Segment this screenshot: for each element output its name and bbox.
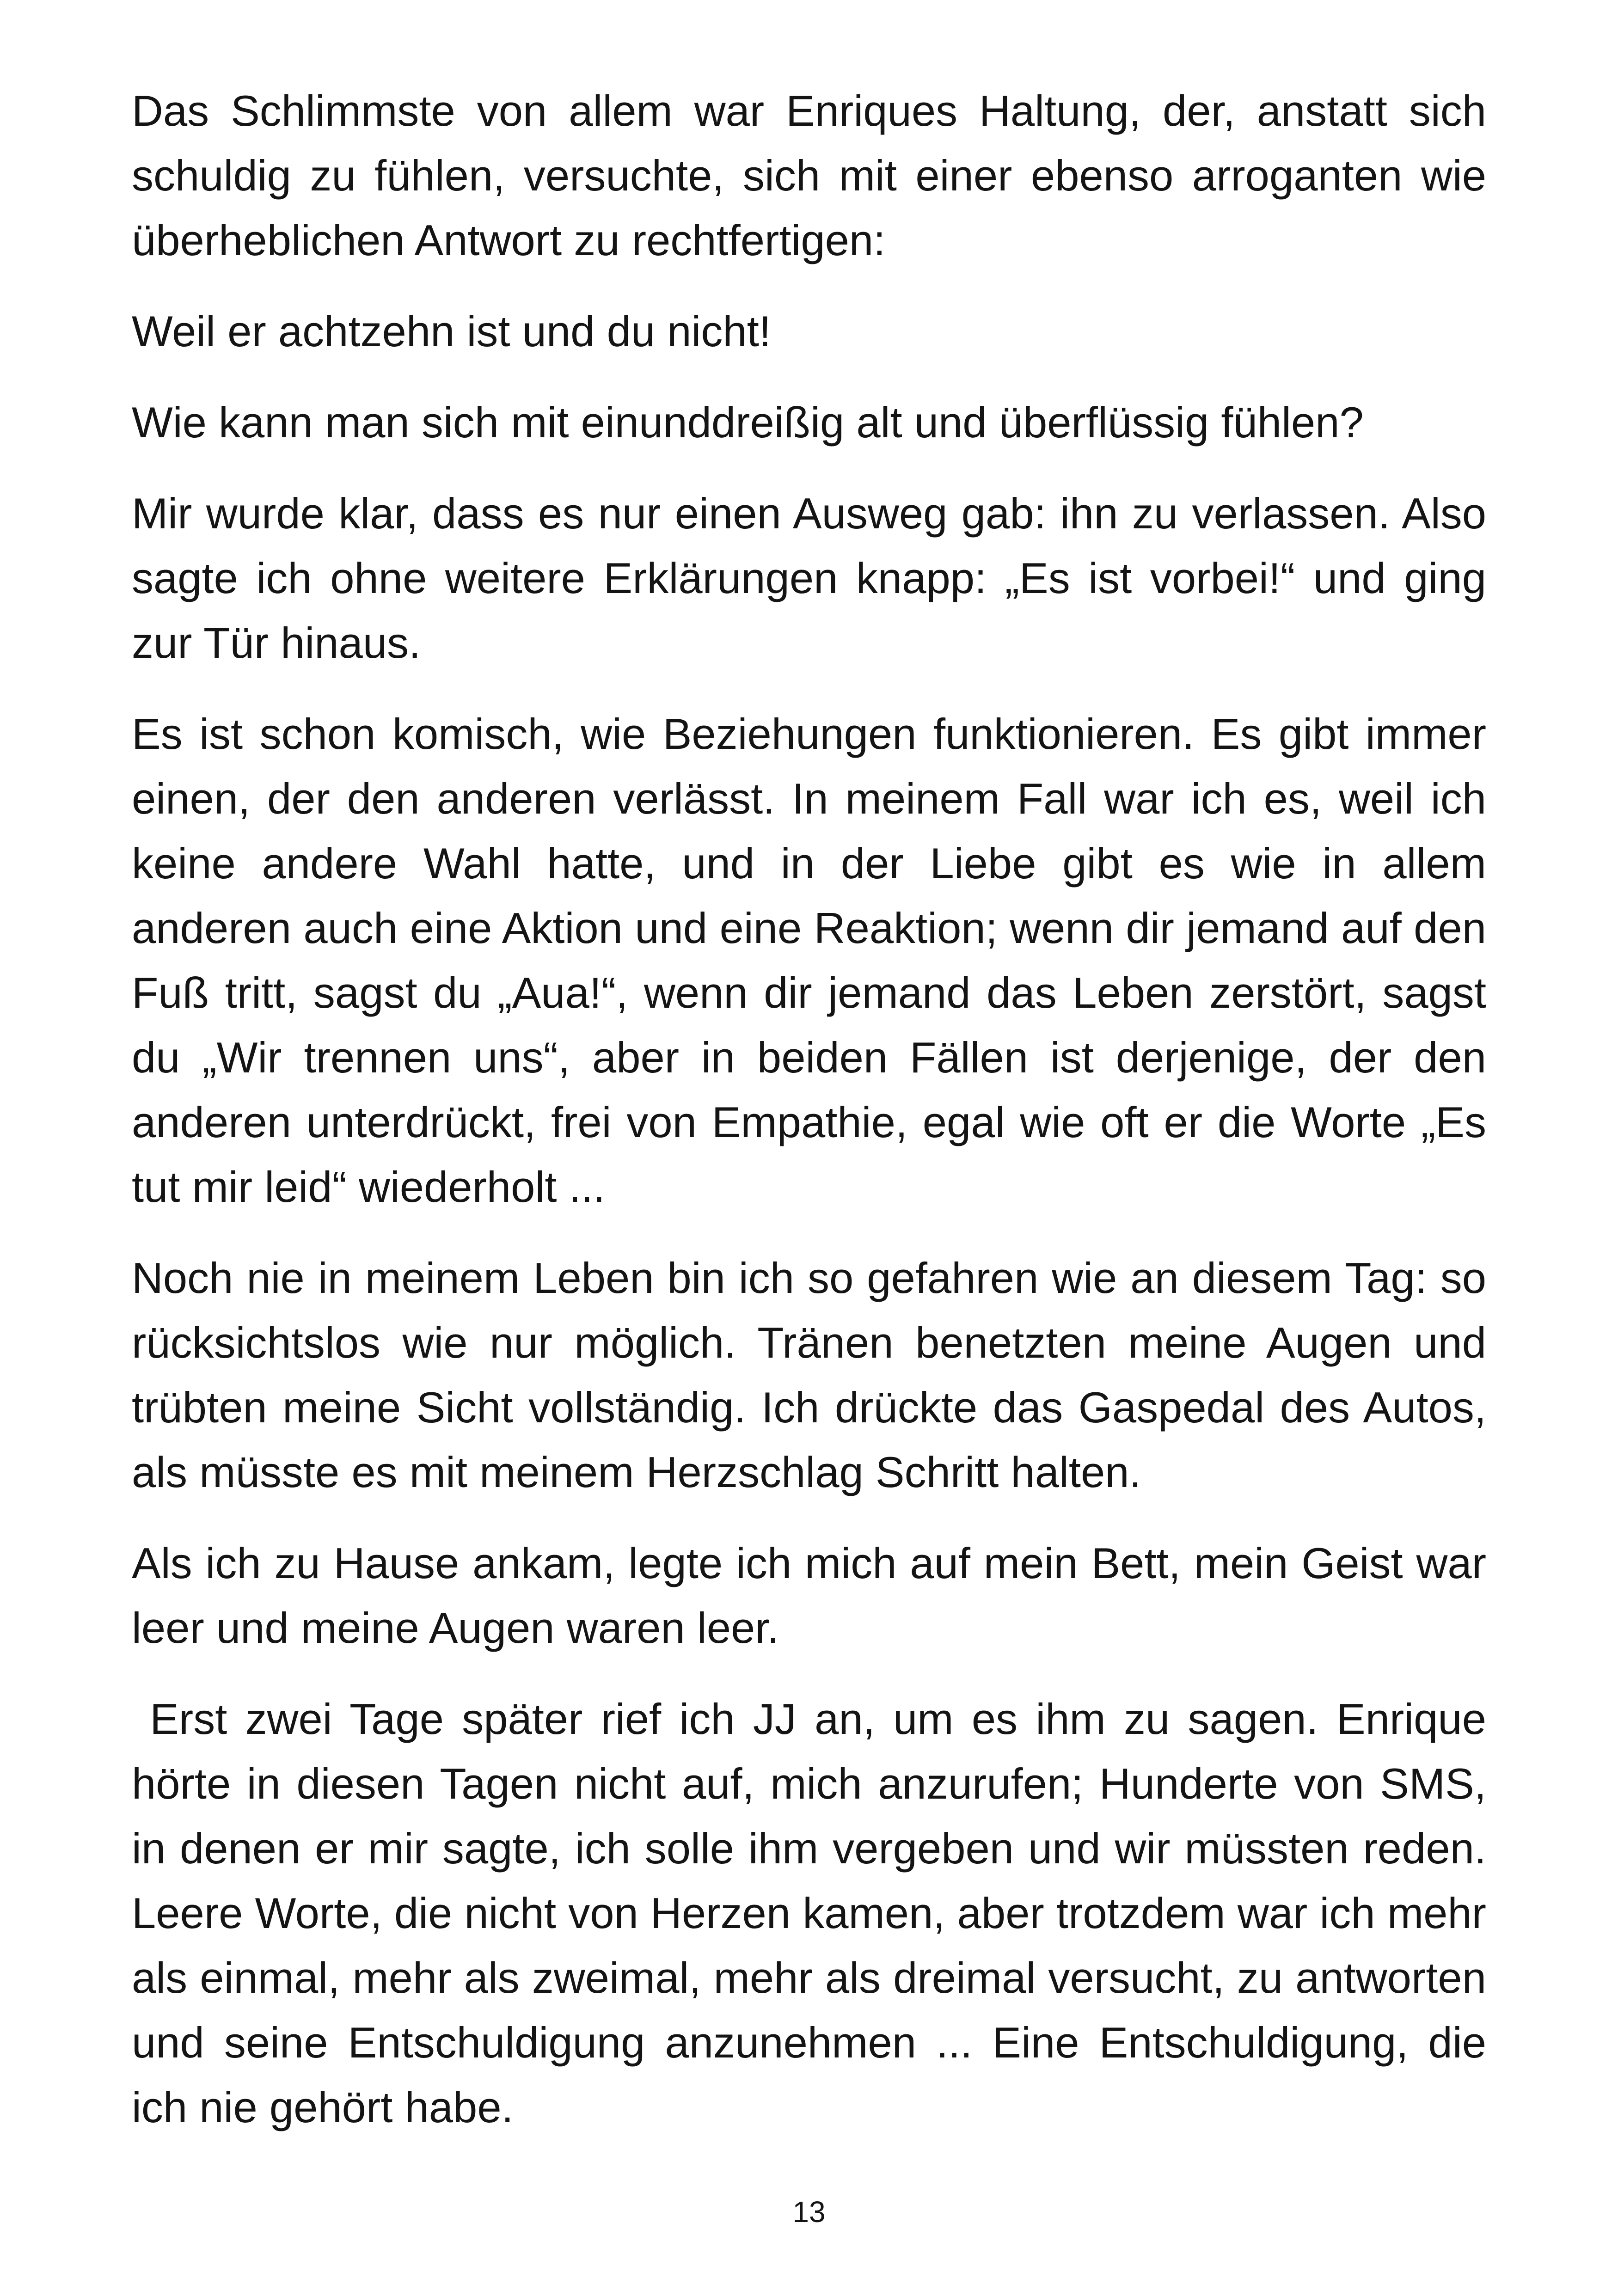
paragraph-8: Erst zwei Tage später rief ich JJ an, um es ihm zu sagen. Enrique hörte in diesen Tagen nicht auf, mich anzurufen; Hunderte von SMS, in denen er mir sagte, ich solle ihm vergeben und wir müssten reden. Leere Worte, die nicht von Herzen kamen, aber trotzdem war ich mehr als einmal, mehr als zweimal, mehr als dreimal versucht, zu antworten und seine Entschuldigung anzunehmen ... Eine Entschuldigung, die ich nie gehört habe.: [132, 1695, 1499, 2131]
paragraph-2: Weil er achtzehn ist und du nicht!: [132, 307, 771, 355]
paragraph-5: Es ist schon komisch, wie Beziehungen funktionieren. Es gibt immer einen, der den anderen verlässt. In meinem Fall war ich es, weil ich keine andere Wahl hatte, und in der Liebe gibt es wie in allem anderen auch eine Aktion und eine Reaktion; wenn dir jemand auf den Fuß tritt, sagst du „Aua!“, wenn dir jemand das Leben zerstört, sagst du „Wir trennen uns“, aber in beiden Fällen ist derjenige, der den anderen unterdrückt, frei von Empathie, egal wie oft er die Worte „Es tut mir leid“ wiederholt ...: [132, 710, 1499, 1211]
paragraph-7: Als ich zu Hause ankam, legte ich mich auf mein Bett, mein Geist war leer und meine Augen waren leer.: [132, 1539, 1499, 1652]
paragraph-6: Noch nie in meinem Leben bin ich so gefahren wie an diesem Tag: so rücksichtslos wie nur möglich. Tränen benetzten meine Augen und trübten meine Sicht vollständig. Ich drückte das Gaspedal des Autos, als müsste es mit meinem Herzschlag Schritt halten.: [132, 1254, 1499, 1496]
paragraph-4: Mir wurde klar, dass es nur einen Ausweg gab: ihn zu verlassen. Also sagte ich ohne weitere Erklärungen knapp: „Es ist vorbei!“ und ging zur Tür hinaus.: [132, 489, 1499, 667]
paragraph-1: Das Schlimmste von allem war Enriques Haltung, der, anstatt sich schuldig zu fühlen, versuchte, sich mit einer ebenso arroganten wie überheblichen Antwort zu rechtfertigen:: [132, 86, 1499, 264]
page-body: [132, 79, 1499, 2166]
paragraph-3: Wie kann man sich mit einunddreißig alt und überflüssig fühlen?: [132, 398, 1364, 447]
page-number: 13: [792, 2195, 826, 2229]
